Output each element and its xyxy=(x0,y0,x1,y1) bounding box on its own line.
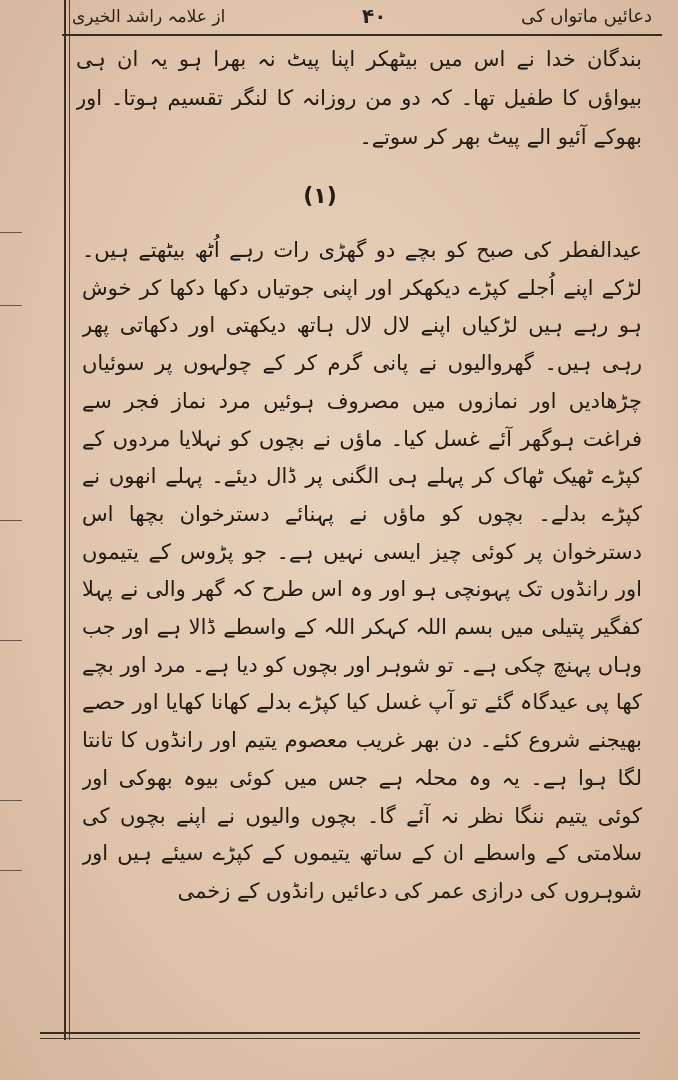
page-number: ۴۰ xyxy=(362,4,387,28)
paragraph-2: عیدالفطر کی صبح کو بچے دو گھڑی رات رہے اُٹھ بیٹھتے ہیں۔ لڑکے اپنے اُجلے کپڑے دیکھکر اور اپنی جوتیاں دکھا دکھا کر خوش ہو رہے ہیں لڑکیاں اپنے لال لال ہاتھ دیکھتی اور دکھاتی پھر رہی ہیں۔ گھروالیوں نے پانی گرم کر کے چولہوں پر سوئیاں چڑھادیں اور نمازوں میں مصروف ہوئیں مرد نماز فجر سے فراغت ہوگھر آئے غسل کیا۔ ماؤں نے بچوں کو نہلایا مردوں کے کپڑے ٹھیک ٹھاک کر پہلے ہی الگنی پر ڈال دیئے۔ پہلے انھوں نے کپڑے بدلے۔ بچوں کو ماؤں نے پہنائے دسترخوان بچھا اس دسترخوان پر کوئی چیز ایسی نہیں ہے۔ جو پڑوس کے یتیموں اور رانڈوں تک پہونچی ہو اور وہ اس طرح کہ گھر والی نے پہلا کفگیر پتیلی میں بسم اللہ کہکر اللہ کے واسطے ڈالا ہے اور جب وہاں پہنچ چکی ہے۔ تو شوہر اور بچوں کو دیا ہے۔ مرد اور بچے کھا پی عیدگاہ گئے تو آپ غسل کیا کپڑے بدلے کھانا کھایا اور حصے بھیجنے شروع کئے۔ دن بھر غریب معصوم یتیم اور رانڈوں کا تانتا لگا ہوا ہے۔ یہ وہ محلہ ہے جس میں کوئی بیوہ بھوکی اور کوئی یتیم ننگا نظر نہ آئے گا۔ بچوں والیوں نے اپنے بچوں کی سلامتی کے واسطے ان کے ساتھ یتیموں کے کپڑے سیئے ہیں اور شوہروں کی درازی عمر کی دعائیں رانڈوں کے زخمی xyxy=(82,238,642,903)
left-margin xyxy=(0,0,60,1080)
margin-tick xyxy=(0,520,22,521)
continuation-text xyxy=(76,40,642,158)
margin-tick xyxy=(0,305,22,306)
column-rule xyxy=(64,0,66,1040)
header-rule xyxy=(62,34,662,36)
author-credit: از علامہ راشد الخیری xyxy=(72,7,226,27)
margin-tick xyxy=(0,800,22,801)
page-header xyxy=(72,2,672,32)
margin-tick xyxy=(0,870,22,871)
margin-tick xyxy=(0,232,22,233)
column-rule-inner xyxy=(69,0,70,1040)
margin-tick xyxy=(0,640,22,641)
section-text xyxy=(82,232,642,1022)
footer-rule-inner xyxy=(40,1038,640,1039)
section-number: (۱) xyxy=(303,184,337,209)
paragraph-1: بندگان خدا نے اس میں بیٹھکر اپنا پیٹ نہ بھرا ہو یہ ان ہی بیواؤں کا طفیل تھا۔ کہ دو من روزانہ کا لنگر تقسیم ہوتا۔ اور بھوکے آئیو الے پیٹ بھر کر سوتے۔ xyxy=(76,47,642,149)
running-title: دعائیں ماتواں کی xyxy=(520,6,652,27)
footer-rule xyxy=(40,1032,640,1034)
